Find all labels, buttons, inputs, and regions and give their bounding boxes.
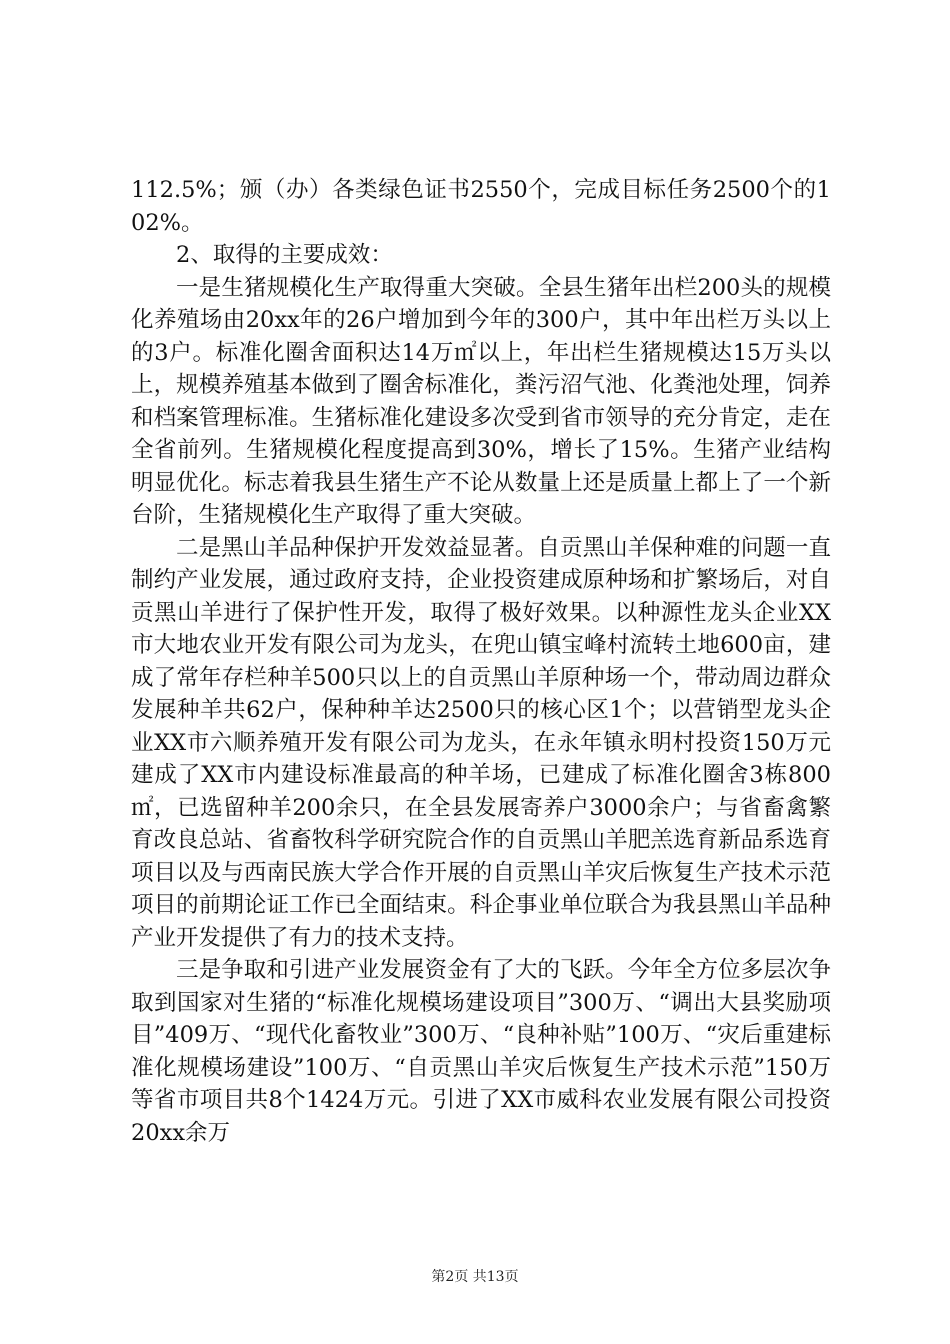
paragraph-continued-stats: 112.5%；颁（办）各类绿色证书2550个，完成目标任务2500个的102%。 (131, 177, 831, 236)
paragraph-pig-scale-production: 一是生猪规模化生产取得重大突破。全县生猪年出栏200头的规模化养殖场由20xx年的26户增加到今年的300户，其中年出栏万头以上的3户。标准化圈舍面积达14万㎡以上，年出栏生猪规模达15万头以上，规模养殖基本做到了圈舍标准化，粪污沼气池、化粪池处理，饲养和档案管理标准。生猪标准化建设多次受到省市领导的充分肯定，走在全省前列。生猪规模化程度提高到30%，增长了15%。生猪产业结构明显优化。标志着我县生猪生产不论从数量上还是质量上都上了一个新台阶，生猪规模化生产取得了重大突破。 (131, 274, 831, 528)
paragraph-industry-funding: 三是争取和引进产业发展资金有了大的飞跃。今年全方位多层次争取到国家对生猪的“标准化规模场建设项目”300万、“调出大县奖励项目”409万、“现代化畜牧业”300万、“良种补贴”100万、“灾后重建标准化规模场建设”100万、“自贡黑山羊灾后恢复生产技术示范”150万等省市项目共8个1424万元。引进了XX市威科农业发展有限公司投资20xx余万 (131, 957, 831, 1146)
paragraph-black-goat-breed: 二是黑山羊品种保护开发效益显著。自贡黑山羊保种难的问题一直制约产业发展，通过政府支持，企业投资建成原种场和扩繁场后，对自贡黑山羊进行了保护性开发，取得了极好效果。以种源性龙头企业XX市大地农业开发有限公司为龙头，在兜山镇宝峰村流转土地600亩，建成了常年存栏种羊500只以上的自贡黑山羊原种场一个，带动周边群众发展种羊共62户，保种种羊达2500只的核心区1个；以营销型龙头企业XX市六顺养殖开发有限公司为龙头，在永年镇永明村投资150万元建成了XX市内建设标准最高的种羊场，已建成了标准化圈舍3栋800㎡，已选留种羊200余只，在全县发展寄养户3000余户；与省畜禽繁育改良总站、省畜牧科学研究院合作的自贡黑山羊肥羔选育新品系选育项目以及与西南民族大学合作开展的自贡黑山羊灾后恢复生产技术示范项目的前期论证工作已全面结束。科企事业单位联合为我县黑山羊品种产业开发提供了有力的技术支持。 (131, 534, 831, 951)
document-body (131, 174, 831, 1149)
section-heading-main-results: 2、取得的主要成效： (176, 242, 393, 268)
page-footer: 第2页 共13页 (431, 1269, 519, 1285)
